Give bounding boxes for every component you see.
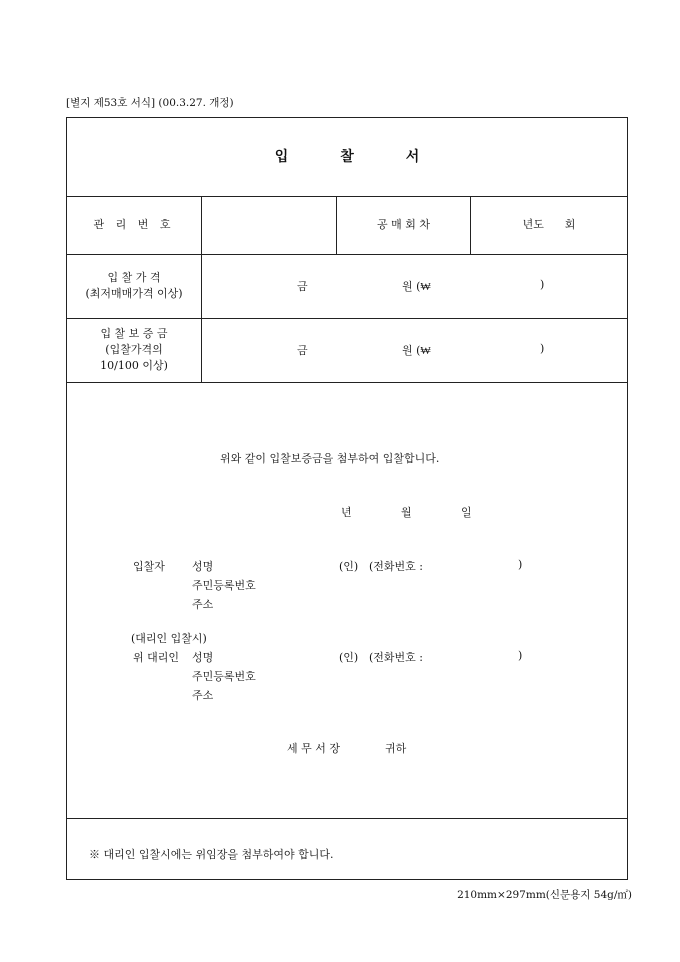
bidder-seal: (인) (339, 560, 359, 573)
honorific: 귀하 (385, 742, 407, 755)
bid-deposit-close: ) (540, 342, 545, 355)
divider (67, 382, 627, 383)
proxy-attachment-note: ※ 대리인 입찰시에는 위임장을 첨부하여야 합니다. (89, 848, 334, 861)
bid-price-label-main: 입 찰 가 격 (107, 271, 161, 284)
addressee: 세 무 서 장 (287, 742, 340, 755)
bid-deposit-won: 원 (₩ (402, 344, 431, 357)
bid-deposit-label (67, 318, 201, 382)
bidder-phone-close: ) (518, 558, 523, 571)
divider (67, 818, 627, 819)
agent-seal: (인) (339, 651, 359, 664)
bid-price-won: 원 (₩ (402, 280, 431, 293)
date-day-label[interactable]: 일 (461, 506, 472, 519)
agent-note: (대리인 입찰시) (131, 632, 207, 645)
statement-text: 위와 같이 입찰보증금을 첨부하여 입찰합니다. (220, 452, 440, 465)
date-month-label[interactable]: 월 (401, 506, 412, 519)
bid-price-field[interactable] (202, 254, 627, 318)
bid-deposit-prefix: 금 (297, 344, 308, 357)
bidder-label: 입찰자 (133, 560, 165, 573)
title-char-1: 입 (274, 149, 289, 165)
bid-deposit-field[interactable] (202, 318, 627, 382)
paper-size-note: 210mm×297mm(신문용지 54g/㎡) (457, 889, 632, 901)
title-char-2: 찰 (340, 149, 354, 165)
bidder-resident-number-label[interactable]: 주민등록번호 (192, 579, 256, 592)
bid-form (66, 117, 628, 880)
form-number-note: [별지 제53호 서식] (00.3.27. 개정) (66, 97, 234, 109)
bid-deposit-label-sub2: 10/100 이상) (100, 359, 168, 372)
bid-price-label (67, 254, 201, 318)
agent-label: 위 대리인 (133, 651, 180, 664)
agent-name-label[interactable]: 성명 (192, 651, 214, 664)
form-title (67, 118, 627, 196)
agent-resident-number-label[interactable]: 주민등록번호 (192, 670, 256, 683)
bid-price-label-sub: (최저매매가격 이상) (85, 287, 183, 300)
bid-deposit-label-main: 입 찰 보 증 금 (100, 327, 168, 340)
auction-round-field[interactable] (471, 196, 627, 254)
agent-address-label[interactable]: 주소 (192, 689, 214, 702)
agent-phone-close: ) (518, 649, 523, 662)
auction-round-label: 공 매 회 차 (377, 218, 430, 231)
agent-phone-label[interactable]: (전화번호 : (369, 651, 423, 664)
management-number-label: 관 리 번 호 (93, 218, 175, 231)
date-year-label[interactable]: 년 (341, 506, 352, 519)
bidder-name-label[interactable]: 성명 (192, 560, 214, 573)
bidder-phone-label[interactable]: (전화번호 : (369, 560, 423, 573)
management-number-field[interactable] (202, 196, 336, 254)
bid-price-prefix: 금 (297, 280, 308, 293)
bidder-address-label[interactable]: 주소 (192, 598, 214, 611)
bid-price-close: ) (540, 278, 545, 291)
title-char-3: 서 (405, 149, 420, 165)
bid-deposit-label-sub: (입찰가격의 (105, 343, 163, 356)
auction-round-value: 년도 회 (522, 218, 576, 231)
